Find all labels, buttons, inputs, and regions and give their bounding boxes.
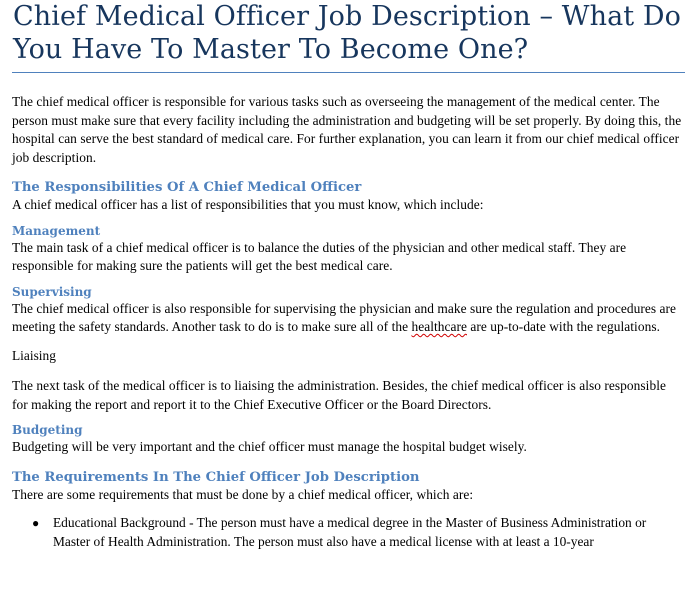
supervising-text [12, 300, 684, 337]
liaising-text: The next task of the medical officer is to liaising the administration. Besides, the chief medical officer is also responsible for making the report and report it to the Chief Executive Officer or the Board Directors. [12, 378, 666, 412]
management-heading: Management [12, 223, 101, 238]
responsibilities-lead: A chief medical officer has a list of responsibilities that you must know, which include: [12, 197, 484, 212]
list-item-text: Educational Background - The person must have a medical degree in the Master of Business Administration or Master of Health Administration. The person must also have a medical license with at least a 10-year [53, 515, 647, 549]
supervising-heading: Supervising [12, 284, 92, 299]
list-item [32, 514, 684, 551]
responsibilities-heading: The Responsibilities Of A Chief Medical Officer [12, 180, 362, 195]
spellcheck-flagged-word[interactable]: healthcare [411, 319, 467, 334]
requirements-list [12, 514, 684, 551]
budgeting-heading: Budgeting [12, 423, 83, 437]
intro-paragraph: The chief medical officer is responsible for various tasks such as overseeing the management of the medical center. The person must make sure that every facility including the administration and budgeting will be set properly. By doing this, the hospital can serve the best standard of medical care. For further explanation, you can learn it from our chief medical officer job description. [12, 94, 682, 165]
budgeting-text: Budgeting will be very important and the chief officer must manage the hospital budget wisely. [12, 439, 527, 454]
supervising-text-after: are up-to-date with the regulations. [467, 319, 660, 334]
liaising-heading: Liaising [12, 347, 56, 363]
management-text: The main task of a chief medical officer is to balance the duties of the physician and other medical staff. They are responsible for making sure the patients will get the best medical care. [12, 239, 627, 273]
requirements-lead: There are some requirements that must be done by a chief medical officer, which are: [12, 486, 474, 502]
bullet-icon: ● [32, 516, 40, 530]
page-title: Chief Medical Officer Job Description – What Do You Have To Master To Become One? [12, 0, 685, 73]
supervising-text-before: The chief medical officer is also responsible for supervising the physician and make sure the regulation and procedures are meeting the safety standards. Another task to do is to make sure all of the [12, 300, 677, 334]
requirements-heading: The Requirements In The Chief Officer Job Description [12, 469, 420, 485]
